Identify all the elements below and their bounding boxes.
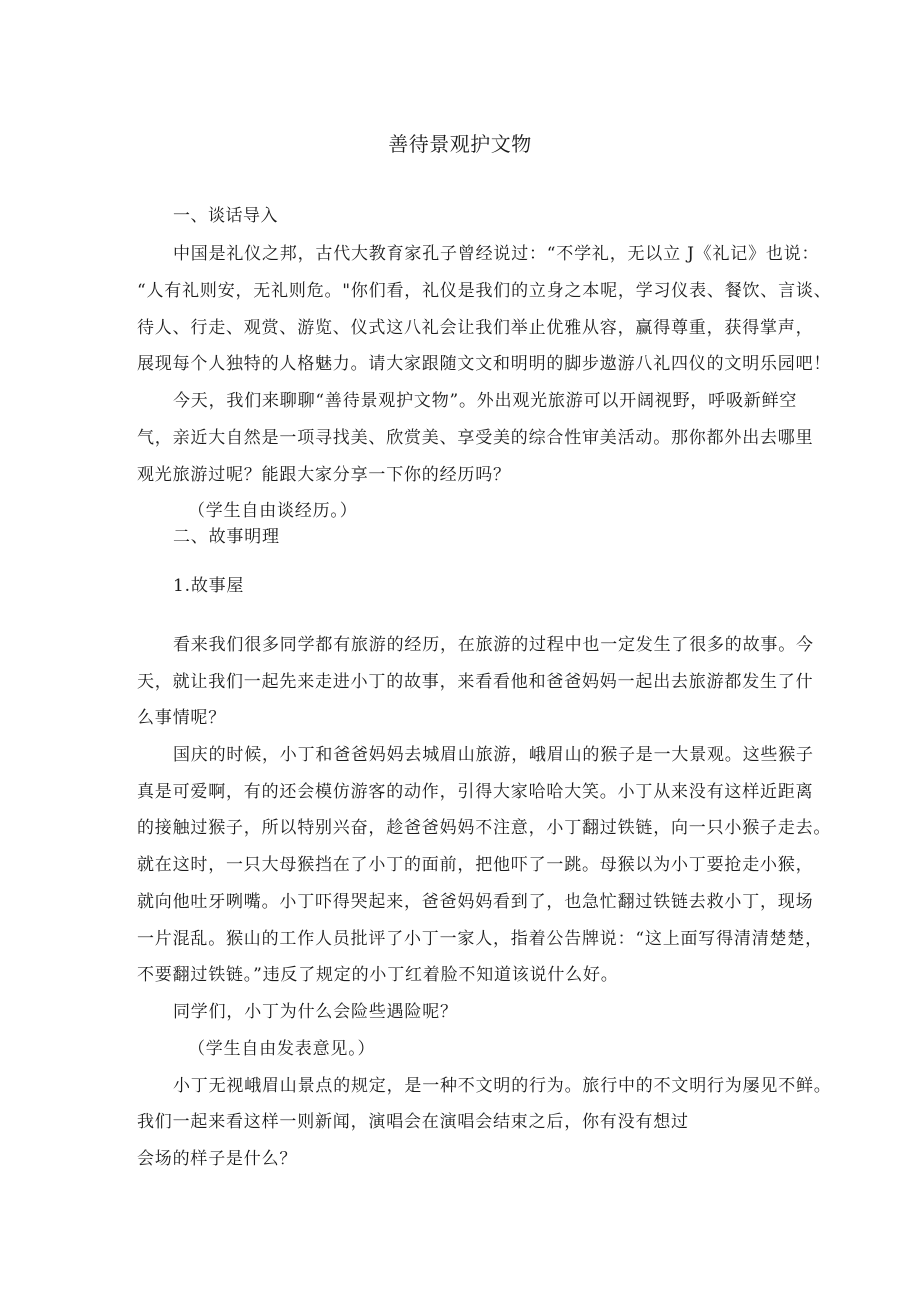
paragraph-line: （学生自由发表意见。） xyxy=(188,1039,376,1059)
paragraph-line: 同学们，小丁为什么会险些遇险呢？ xyxy=(173,1002,458,1022)
paragraph-line: 我们一起来看这样一则新闻，演唱会在演唱会结束之后，你有没有想过 xyxy=(137,1112,689,1132)
section-heading-story: 二、故事明理 xyxy=(173,527,280,547)
paragraph-line: 会场的样子是什么？ xyxy=(137,1149,298,1169)
section-heading-intro: 一、谈话导入 xyxy=(173,206,278,226)
paragraph-line: 小丁无视峨眉山景点的规定，是一种不文明的行为。旅行中的不文明行为屡见不鲜。 xyxy=(173,1076,832,1096)
paragraph-line: 一片混乱。猴山的工作人员批评了小丁一家人，指着公告牌说：“这上面写得清清楚楚， xyxy=(137,929,823,949)
paragraph-line: 观光旅游过呢？能跟大家分享一下你的经历吗？ xyxy=(137,465,511,485)
paragraph-line: 展现每个人独特的人格魅力。请大家跟随文文和明明的脚步遨游八礼四仪的文明乐园吧！ xyxy=(137,354,832,374)
paragraph-line: 的接触过猴子，所以特别兴奋，趁爸爸妈妈不注意，小丁翻过铁链，向一只小猴子走去。 xyxy=(137,818,832,838)
subsection-heading: 1.故事屋 xyxy=(173,576,245,596)
paragraph-line: 今天，我们来聊聊“善待景观护文物”。外出观光旅游可以开阔视野，呼吸新鲜空 xyxy=(173,391,798,411)
paragraph-line: “人有礼则安，无礼则危。"你们看，礼仪是我们的立身之本呢，学习仪表、餐饮、言谈、 xyxy=(137,281,832,301)
paragraph-line: 真是可爱啊，有的还会模仿游客的动作，引得大家哈哈大笑。小丁从来没有这样近距离 xyxy=(137,782,814,802)
document-title: 善待景观护文物 xyxy=(388,132,532,156)
paragraph-line: 不要翻过铁链。”违反了规定的小丁红着脸不知道该说什么好。 xyxy=(137,965,619,985)
paragraph-line: 就向他吐牙咧嘴。小丁吓得哭起来，爸爸妈妈看到了，也急忙翻过铁链去救小丁，现场 xyxy=(137,892,814,912)
paragraph-line: 气，亲近大自然是一项寻找美、欣赏美、享受美的综合性审美活动。那你都外出去哪里 xyxy=(137,428,814,448)
paragraph-line: 天，就让我们一起先来走进小丁的故事，来看看他和爸爸妈妈一起出去旅游都发生了什 xyxy=(137,672,814,692)
paragraph-line: 待人、行走、观赏、游览、仪式这八礼会让我们举止优雅从容，赢得尊重，获得掌声， xyxy=(137,318,814,338)
paragraph-line: 国庆的时候，小丁和爸爸妈妈去城眉山旅游，峨眉山的猴子是一大景观。这些猴子 xyxy=(173,745,814,765)
paragraph-line: 就在这时，一只大母猴挡在了小丁的面前，把他吓了一跳。母猴以为小丁要抢走小猴， xyxy=(137,855,814,875)
paragraph-line: 中国是礼仪之邦，古代大教育家孔子曾经说过：“不学礼，无以立 J《礼记》也说： xyxy=(173,244,820,264)
paragraph-line: 看来我们很多同学都有旅游的经历，在旅游的过程中也一定发生了很多的故事。今 xyxy=(173,635,814,655)
paragraph-line: （学生自由谈经历。） xyxy=(188,501,358,521)
paragraph-line: 么事情呢？ xyxy=(137,708,226,728)
